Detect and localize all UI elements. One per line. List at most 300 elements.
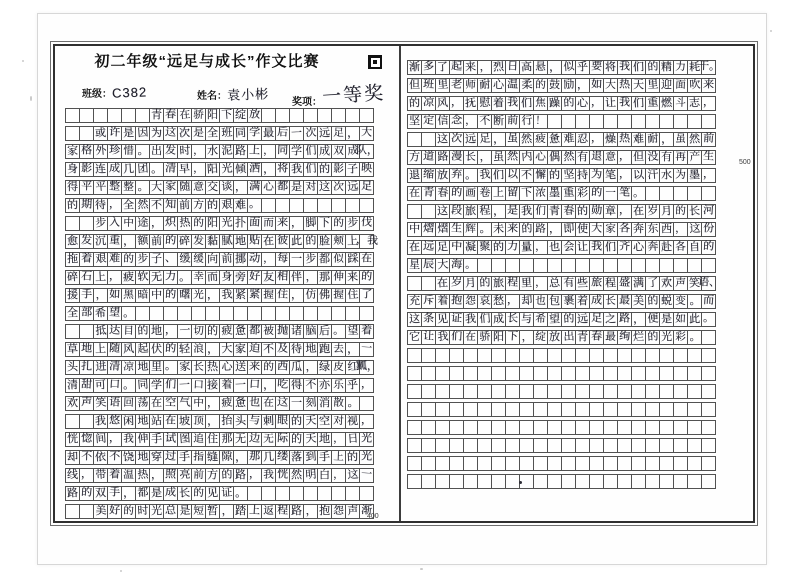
grid-cell <box>345 324 360 339</box>
grid-cell <box>303 306 318 321</box>
grid-cell <box>477 330 492 345</box>
handwritten-char: 的 <box>80 486 93 499</box>
grid-row <box>65 486 397 501</box>
handwritten-char: 的 <box>562 96 575 110</box>
grid-cell <box>275 198 290 213</box>
grid-cell <box>505 402 520 417</box>
grid-cell <box>149 306 164 321</box>
handwritten-char: 恍 <box>276 468 289 481</box>
registration-mark-icon <box>368 55 382 69</box>
handwritten-char: 些 <box>576 277 589 290</box>
grid-cell <box>407 150 422 165</box>
handwritten-char: 疲 <box>535 133 546 145</box>
grid-cell <box>331 396 346 411</box>
grid-cell <box>463 222 478 237</box>
handwritten-char: 奔 <box>633 223 644 235</box>
grid-cell <box>191 378 206 393</box>
grid-cell <box>645 384 660 399</box>
handwritten-char: 烈 <box>492 61 505 74</box>
grid-cell <box>547 132 562 147</box>
handwritten-char: 友 <box>262 271 275 284</box>
grid-cell <box>191 252 206 267</box>
handwritten-char: 勋 <box>590 204 603 217</box>
grid-cell <box>261 504 276 519</box>
grid-cell <box>491 474 506 489</box>
grid-cell <box>547 312 562 327</box>
grid-cell <box>191 432 206 447</box>
handwritten-char: 中 <box>151 289 162 301</box>
grid-cell <box>359 108 374 123</box>
handwritten-char: 住 <box>207 433 218 445</box>
handwritten-char: 面 <box>675 79 686 91</box>
grid-cell <box>659 294 674 309</box>
grid-cell <box>421 258 436 273</box>
handwritten-char: 的 <box>318 163 331 176</box>
grid-cell <box>463 96 478 111</box>
grid-cell <box>659 240 674 255</box>
handwritten-char: 空 <box>318 415 331 428</box>
grid-cell <box>631 420 646 435</box>
handwritten-char: 地 <box>234 235 247 248</box>
grid-cell <box>697 59 720 75</box>
handwritten-char: 家 <box>605 223 616 235</box>
grid-cell <box>673 330 688 345</box>
grid-cell <box>331 504 346 519</box>
grid-cell <box>659 330 674 345</box>
handwritten-char: 步 <box>346 216 359 230</box>
grid-cell <box>233 180 248 195</box>
handwritten-char: 然 <box>506 150 519 163</box>
grid-cell <box>331 126 346 141</box>
grid-row <box>65 216 397 231</box>
handwritten-char: 在 <box>409 187 420 199</box>
grid-cell <box>701 312 716 327</box>
grid-cell <box>275 378 290 393</box>
grid-cell <box>65 108 80 123</box>
grid-cell <box>303 234 318 249</box>
grid-cell <box>645 420 660 435</box>
handwritten-char: 不 <box>108 450 121 463</box>
grid-cell <box>247 252 262 267</box>
grid-cell <box>93 180 108 195</box>
handwritten-char: 学 <box>150 379 163 392</box>
grid-cell <box>435 384 450 399</box>
grid-cell <box>589 384 604 399</box>
grid-cell <box>505 330 520 345</box>
grid-cell <box>589 258 604 273</box>
grid-cell <box>233 216 248 231</box>
handwritten-char: 的 <box>520 222 533 236</box>
handwritten-char: 重 <box>108 234 121 247</box>
grid-cell <box>107 270 122 285</box>
handwritten-char: 紧 <box>248 288 261 301</box>
grid-cell <box>79 288 94 303</box>
grid-cell <box>121 144 136 159</box>
handwritten-char: 难 <box>108 252 121 265</box>
handwritten-char: 口 <box>193 379 204 391</box>
grid-row <box>65 504 397 519</box>
handwritten-char: 路 <box>235 145 246 157</box>
handwritten-char: 外 <box>94 144 107 158</box>
handwritten-char: 旁 <box>234 271 247 284</box>
handwritten-char: 斗 <box>675 97 686 109</box>
grid-cell <box>177 126 192 141</box>
handwritten-char: 前 <box>178 199 191 212</box>
grid-cell <box>687 168 702 183</box>
grid-cell <box>317 360 332 375</box>
grid-cell <box>331 306 346 321</box>
handwritten-char: 到 <box>304 450 317 464</box>
handwritten-char: 路 <box>618 312 631 325</box>
grid-cell <box>331 252 346 267</box>
grid-cell <box>449 96 464 111</box>
grid-cell <box>687 294 702 309</box>
grid-cell <box>177 468 192 483</box>
handwritten-char: 乎 <box>346 379 359 392</box>
handwritten-char: 可 <box>94 379 107 392</box>
grid-cell <box>317 234 332 249</box>
handwritten-char: 是 <box>291 181 302 193</box>
handwritten-char: 长 <box>688 205 701 218</box>
handwritten-char: ， <box>492 133 505 146</box>
grid-cell <box>219 396 234 411</box>
handwritten-char: 路 <box>66 487 79 500</box>
handwritten-char: 视 <box>346 415 359 428</box>
grid-cell <box>275 216 290 231</box>
grid-cell <box>505 204 520 219</box>
grid-cell <box>331 198 346 213</box>
handwritten-char: 老 <box>450 78 463 91</box>
grid-cell <box>149 378 164 393</box>
handwritten-char: 在 <box>151 397 162 409</box>
grid-cell <box>477 420 492 435</box>
handwritten-char: 里 <box>436 78 449 92</box>
grid-cell <box>233 486 248 501</box>
handwritten-char: 程 <box>604 277 617 290</box>
grid-row <box>407 330 739 345</box>
grid-cell <box>121 450 136 465</box>
grid-cell <box>121 288 136 303</box>
grid-cell <box>219 270 234 285</box>
grid-cell <box>491 456 506 471</box>
grid-cell <box>289 234 304 249</box>
grid-cell <box>177 324 192 339</box>
grid-cell <box>191 306 206 321</box>
grid-row <box>65 414 397 429</box>
handwritten-char: 前 <box>220 252 233 266</box>
handwritten-char: 语、 <box>697 275 720 290</box>
grid-cell <box>477 456 492 471</box>
grid-cell <box>673 60 688 75</box>
handwritten-char: 长 <box>178 487 191 500</box>
handwritten-char: 精 <box>660 61 673 74</box>
grid-cell <box>687 348 702 363</box>
grid-cell <box>289 360 304 375</box>
handwritten-char: 。 <box>702 312 715 325</box>
handwritten-char: 悬 <box>535 61 546 73</box>
grid-row <box>407 240 739 255</box>
handwritten-char: 光 <box>151 505 162 517</box>
grid-cell <box>261 270 276 285</box>
handwritten-char: 希 <box>94 307 107 320</box>
handwritten-char: 依 <box>94 451 107 464</box>
grid-cell <box>407 294 422 309</box>
handwritten-char: 一 <box>178 379 191 392</box>
grid-cell <box>407 456 422 471</box>
grid-cell <box>701 132 716 147</box>
grid-cell <box>673 438 688 453</box>
grid-cell <box>149 162 164 177</box>
grid-cell <box>135 144 150 159</box>
handwritten-char: 。 <box>136 144 149 158</box>
handwritten-char: 最 <box>618 294 631 307</box>
handwritten-char: 各 <box>618 222 631 235</box>
grid-cell <box>477 150 492 165</box>
grid-cell <box>121 342 136 357</box>
grid-cell <box>449 78 464 93</box>
grid-cell <box>107 432 122 447</box>
handwritten-char: 紧 <box>235 289 246 301</box>
grid-cell <box>645 222 660 237</box>
handwritten-char: 缓 <box>193 253 204 265</box>
grid-cell <box>421 456 436 471</box>
grid-cell <box>303 324 318 339</box>
grid-cell <box>701 78 716 93</box>
handwritten-char: 气 <box>178 396 191 410</box>
handwritten-char: 光 <box>661 331 672 343</box>
grid-cell <box>617 222 632 237</box>
handwritten-char: ， <box>702 96 715 109</box>
grid-cell <box>121 396 136 411</box>
handwritten-char: 暂 <box>207 505 218 517</box>
handwritten-char: 次 <box>178 127 191 140</box>
handwritten-char: 缝 <box>206 451 219 464</box>
grid-cell <box>435 312 450 327</box>
handwritten-char: 力 <box>164 270 177 283</box>
grid-cell <box>701 330 716 345</box>
grid-cell <box>575 402 590 417</box>
grid-cell <box>505 78 520 93</box>
handwritten-char: 如 <box>675 313 686 325</box>
grid-cell <box>449 330 464 345</box>
grid-cell <box>163 108 178 123</box>
grid-cell <box>303 180 318 195</box>
grid-cell <box>603 258 618 273</box>
grid-cell <box>79 342 94 357</box>
grid-cell <box>645 294 660 309</box>
handwritten-char: 的 <box>291 433 302 445</box>
handwritten-char: 来 <box>346 271 359 284</box>
handwritten-char: 步 <box>136 252 149 266</box>
grid-cell <box>163 360 178 375</box>
grid-cell <box>561 204 576 219</box>
grid-cell <box>631 78 646 93</box>
handwritten-char: 幸 <box>193 271 204 283</box>
grid-cell <box>519 402 534 417</box>
grid-cell <box>359 216 374 231</box>
handwritten-char: 里 <box>646 78 659 92</box>
grid-cell <box>359 198 374 213</box>
grid-cell <box>247 342 262 357</box>
handwritten-char: 家 <box>234 343 247 356</box>
paper-sheet <box>37 13 767 565</box>
grid-cell <box>65 450 80 465</box>
grid-cell <box>491 240 506 255</box>
grid-cell <box>331 180 346 195</box>
handwritten-char: 进 <box>94 360 107 374</box>
handwritten-char: 但 <box>633 151 644 163</box>
grid-cell <box>519 330 534 345</box>
grid-cell <box>701 348 716 363</box>
grid-cell <box>345 432 360 447</box>
grid-cell <box>261 126 276 141</box>
grid-cell <box>149 360 164 375</box>
grid-cell <box>533 384 548 399</box>
handwritten-char: 如 <box>108 288 121 301</box>
grid-cell <box>135 360 150 375</box>
handwritten-char: 接 <box>206 379 219 392</box>
handwritten-char: 这 <box>436 133 449 146</box>
handwritten-char: 成 <box>108 162 121 175</box>
grid-cell <box>247 432 262 447</box>
handwritten-char: ， <box>618 168 631 181</box>
grid-cell <box>547 348 562 363</box>
handwritten-char: 倾 <box>234 163 247 176</box>
grid-cell <box>177 360 192 375</box>
grid-cell <box>345 306 360 321</box>
grid-cell <box>303 126 318 141</box>
grid-cell <box>435 456 450 471</box>
grid-cell <box>421 366 436 381</box>
grid-cell <box>219 180 234 195</box>
handwritten-char: 长 <box>605 295 616 307</box>
handwritten-char: 头 <box>67 361 78 373</box>
handwritten-char: 温 <box>506 78 519 91</box>
handwritten-char: 学 <box>291 145 302 157</box>
grid-cell <box>247 234 262 249</box>
grid-cell <box>687 78 702 93</box>
grid-cell <box>701 258 716 273</box>
grid-cell <box>659 312 674 327</box>
grid-cell <box>449 60 464 75</box>
handwritten-char: 愁 <box>493 295 504 307</box>
handwritten-char: 热 <box>618 132 631 145</box>
grid-cell <box>589 186 604 201</box>
grid-cell <box>191 180 206 195</box>
grid-cell <box>631 312 646 327</box>
handwritten-char: 顶 <box>193 415 204 427</box>
grid-cell <box>345 414 360 429</box>
handwritten-char: 最 <box>262 127 275 140</box>
grid-cell <box>463 366 478 381</box>
grid-cell <box>449 402 464 417</box>
handwritten-char: 月 <box>464 277 477 290</box>
handwritten-char: 我 <box>590 240 603 253</box>
grid-cell <box>449 384 464 399</box>
handwritten-char: 对 <box>304 180 317 194</box>
grid-cell <box>575 168 590 183</box>
grid-cell <box>477 258 492 273</box>
grid-cell <box>289 396 304 411</box>
handwritten-char: 为 <box>590 168 603 181</box>
handwritten-char: 早 <box>178 163 191 176</box>
grid-cell <box>65 486 80 501</box>
handwritten-char: ， <box>108 270 121 283</box>
grid-cell <box>93 414 108 429</box>
handwritten-char: 我 <box>618 96 631 109</box>
handwritten-char: 步 <box>304 252 317 266</box>
grid-cell <box>449 312 464 327</box>
grid-cell <box>135 450 150 465</box>
handwritten-char: 洒 <box>248 162 261 175</box>
grid-cell <box>617 456 632 471</box>
grid-cell <box>589 276 604 291</box>
handwritten-char: 。 <box>346 396 359 410</box>
grid-cell <box>247 216 262 231</box>
handwritten-char: 黏 <box>206 235 219 248</box>
grid-cell <box>247 396 262 411</box>
grid-cell <box>65 162 80 177</box>
handwritten-char: 同 <box>234 127 247 140</box>
grid-cell <box>191 198 206 213</box>
handwritten-char: 前 <box>702 132 715 145</box>
grid-cell <box>107 198 122 213</box>
handwritten-char: 它 <box>409 331 420 343</box>
grid-row <box>407 150 739 165</box>
grid-cell <box>331 468 346 483</box>
grid-row <box>407 384 739 399</box>
handwritten-char: 额 <box>136 234 149 248</box>
handwritten-char: 达 <box>108 324 121 337</box>
grid-cell <box>149 414 164 429</box>
grid-cell <box>491 330 506 345</box>
grid-cell <box>149 324 164 339</box>
grid-cell <box>261 180 276 195</box>
handwritten-char: 吹 <box>688 78 701 92</box>
handwritten-char: 信 <box>436 114 449 128</box>
handwritten-char: 青 <box>422 186 435 199</box>
handwritten-char: 。 <box>150 163 163 176</box>
grid-cell <box>345 126 360 141</box>
grid-cell <box>79 306 94 321</box>
grid-cell <box>289 414 304 429</box>
handwritten-char: 学 <box>248 126 261 139</box>
grid-cell <box>407 96 422 111</box>
grid-cell <box>205 126 220 141</box>
grid-cell <box>533 312 548 327</box>
grid-cell <box>359 270 374 285</box>
handwritten-char: 沉 <box>94 235 107 248</box>
handwritten-char: 发 <box>164 144 177 157</box>
handwritten-char: 漫 <box>450 150 463 163</box>
handwritten-char: ， <box>151 469 162 481</box>
grid-cell <box>79 396 94 411</box>
grid-cell <box>477 348 492 363</box>
handwritten-char: 口 <box>248 378 261 391</box>
grid-cell <box>149 252 164 267</box>
outer-frame <box>50 41 758 526</box>
grid-cell <box>603 276 618 291</box>
handwritten-char: 大 <box>605 79 616 91</box>
field-award-label: 奖项： <box>292 97 322 108</box>
grid-cell <box>79 180 94 195</box>
handwritten-char: 。 <box>333 325 344 337</box>
grid-cell <box>645 330 660 345</box>
grid-cell <box>345 270 360 285</box>
handwritten-char: ， <box>94 288 107 302</box>
grid-cell <box>219 342 234 357</box>
handwritten-char: 盛 <box>618 276 631 289</box>
